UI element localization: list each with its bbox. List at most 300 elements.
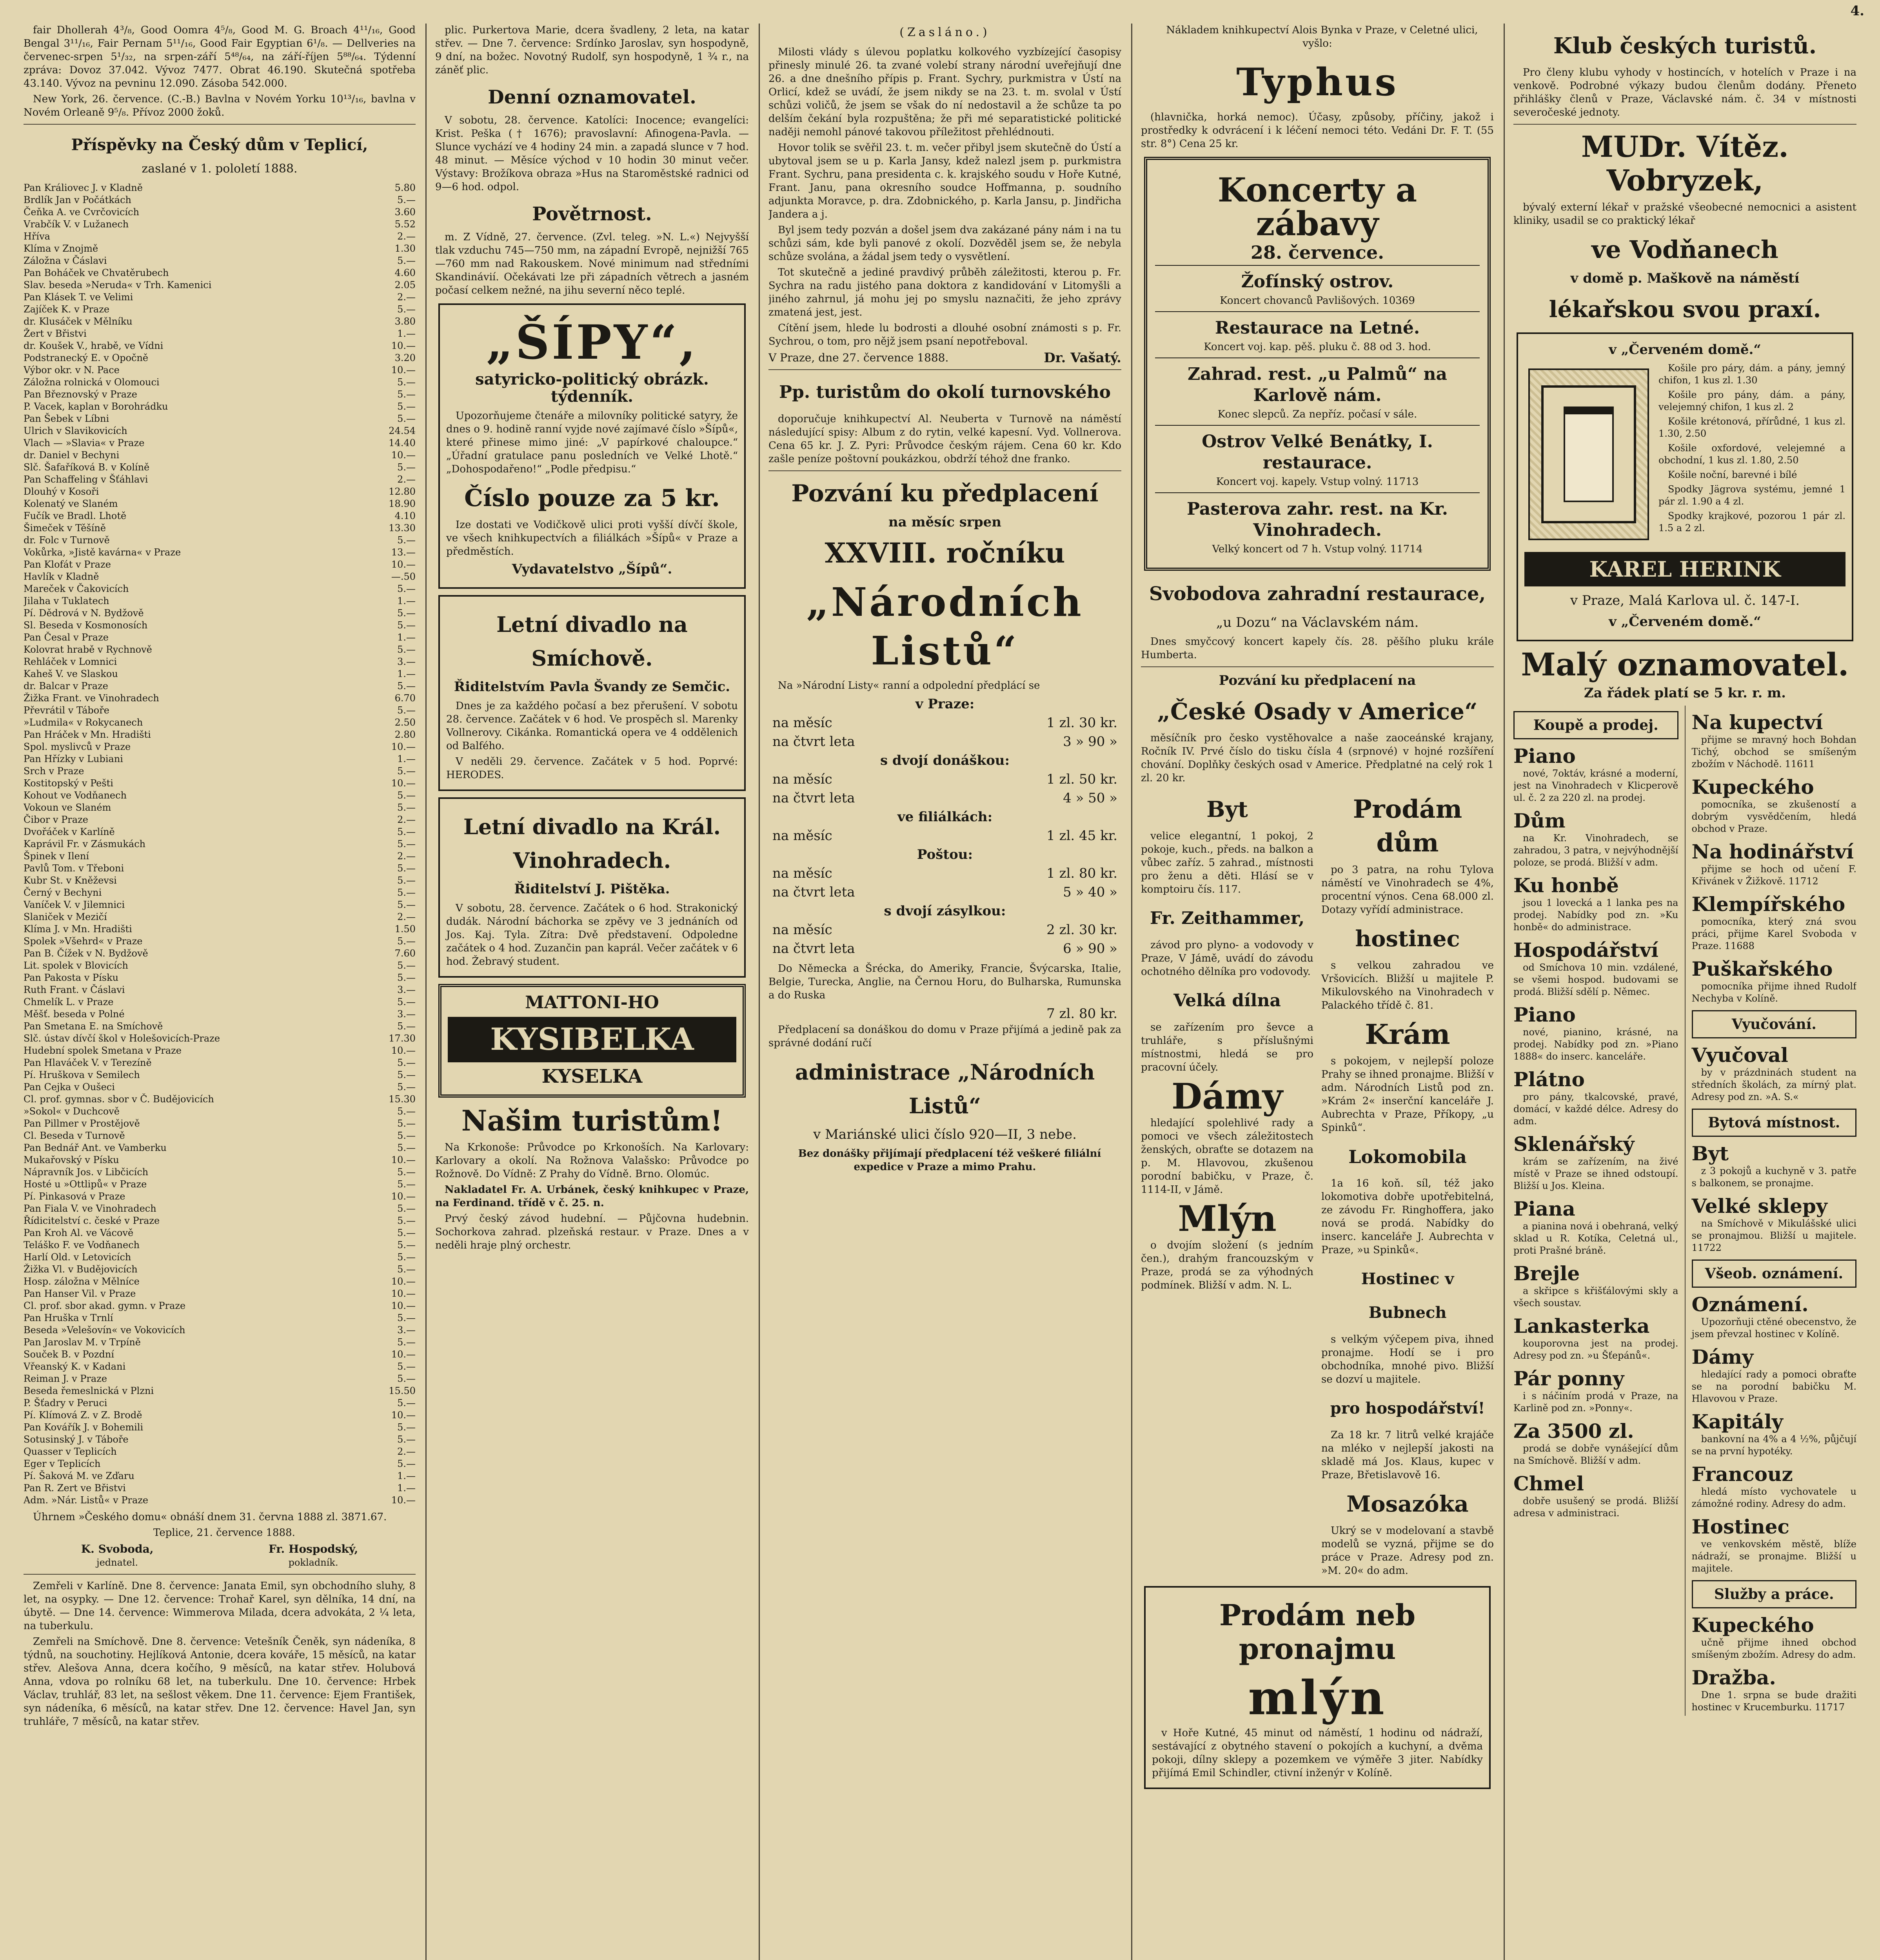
ledger-name: P. Šťadry v Peruci: [24, 1397, 107, 1408]
ledger-name: Pan Kovářík J. v Bohemili: [24, 1422, 143, 1433]
classified-text: hledající rady a pomoci obraťte se na porodní babičku M. Hlavovou v Praze.: [1691, 1369, 1856, 1404]
classified-ad: [1692, 776, 1857, 835]
ledger-amount: 1.50: [394, 924, 416, 935]
classified-text: na Kr. Vinohradech, se zahradou, 3 patra, v nejvýhodnější poloze, se prodá. Bližší v adm.: [1513, 833, 1678, 868]
ledger-name: Klíma J. v Mn. Hradišti: [24, 924, 132, 935]
ledger-name: Pan Jaroslav M. v Trpíně: [24, 1337, 141, 1348]
ledger-row: [24, 911, 416, 923]
house-sale-text: po 3 patra, na rohu Tylova náměstí ve Vinohradech se 4%, procentní výnos. Cena 68.000 zl. Dotazy vyřídí administrace.: [1321, 864, 1494, 916]
ledger-amount: 12.80: [389, 486, 416, 497]
ledger-row: [24, 1288, 416, 1300]
classified-title: Byt: [1691, 1142, 1729, 1165]
ledger-row: [24, 862, 416, 875]
ledger-amount: 5.—: [397, 1167, 416, 1178]
ledger-amount: 10.—: [391, 1288, 416, 1299]
ledger-amount: 10.—: [391, 1191, 416, 1202]
section-divider: [768, 470, 1121, 471]
ledger-row: [24, 1191, 416, 1203]
ledger-row: [24, 449, 416, 461]
ledger-row: [24, 1434, 416, 1446]
classified-ad: [1692, 1666, 1857, 1713]
classified-title: Klempířského: [1691, 893, 1845, 916]
mattoni-advertisement: [438, 984, 746, 1098]
classified-ad: [1692, 711, 1857, 770]
ledger-amount: 1.—: [397, 632, 416, 643]
ledger-row: [24, 668, 416, 680]
vinohrady-theatre-title: Letní divadlo na Král. Vinohradech.: [463, 814, 721, 873]
mattoni-brand: MATTONI-HO: [525, 993, 659, 1013]
ledger-amount: 5.—: [397, 583, 416, 594]
ledger-name: Jilaha v Tuklatech: [24, 595, 109, 606]
ledger-row: [24, 243, 416, 255]
ledger-amount: 2.—: [397, 814, 416, 825]
shop-item: Košile oxfordové, velejemné a obchodní, 1 kus zl. 1.80, 2.50: [1658, 443, 1845, 466]
ledger-row: [24, 413, 416, 425]
ledger-amount: 5.—: [397, 1130, 416, 1141]
ledger-amount: 5.—: [397, 401, 416, 412]
ledger-amount: 1.—: [397, 753, 416, 764]
section-divider: [768, 369, 1121, 370]
ledger-amount: 5.—: [397, 936, 416, 947]
ledger-name: Srch v Praze: [24, 766, 84, 777]
farm-title: pro hospodářství!: [1330, 1399, 1485, 1417]
ledger-amount: 13.—: [391, 547, 416, 558]
ledger-amount: 10.—: [391, 1045, 416, 1056]
classified-ad: [1692, 1195, 1857, 1254]
ledger-amount: 5.—: [397, 1227, 416, 1238]
workshop-title: Velká dílna: [1173, 991, 1281, 1011]
classified-ad: [1692, 1293, 1857, 1340]
ledger-row: [24, 1470, 416, 1482]
ledger-row: [24, 826, 416, 838]
ledger-amount: 3.—: [397, 656, 416, 667]
classified-text: a pianina nová i obehraná, velký sklad u R. Kotíka, Celetná ul., proti Prašné bráně.: [1513, 1221, 1678, 1256]
weather-heading: Povětrnost.: [532, 203, 652, 225]
price-value: 1 zl. 80 kr.: [1046, 866, 1117, 881]
letter-signature: Dr. Vašatý.: [1044, 350, 1121, 366]
smichov-theatre-director: Řiditelstvím Pavla Švandy ze Semčic.: [454, 679, 730, 695]
price-row: [768, 864, 1121, 883]
ledger-amount: 5.—: [397, 1082, 416, 1093]
ledger-name: Beseda řemeslnická v Plzni: [24, 1385, 154, 1396]
ledger-name: Pan Hanser Vil. v Praze: [24, 1288, 136, 1299]
concert-place: Restaurace na Letné.: [1215, 318, 1420, 338]
red-house-advertisement: [1517, 332, 1853, 641]
dam-title: Dámy: [1172, 1076, 1283, 1117]
ledger-amount: 10.—: [391, 365, 416, 376]
ledger-row: [24, 1142, 416, 1154]
ledger-amount: 5.—: [397, 1106, 416, 1117]
ledger-row: [24, 1263, 416, 1276]
ledger-name: Havlík v Kladně: [24, 571, 99, 582]
subscription-paper-title: „Národních Listů“: [806, 579, 1084, 674]
section-divider: [24, 124, 416, 125]
tourism-heading: Pp. turistům do okolí turnovského: [779, 382, 1111, 402]
doctor-city: ve Vodňanech: [1591, 235, 1778, 264]
ledger-name: Špinek v Ilení: [24, 851, 89, 862]
ledger-name: Záložna v Čáslavi: [24, 255, 107, 266]
price-label: na měsíc: [772, 828, 832, 844]
ledger-amount: —.50: [391, 571, 416, 582]
ledger-row: [24, 255, 416, 267]
ledger-amount: 5.—: [397, 1179, 416, 1190]
market-report: fair Dhollerah 4³/₈, Good Oomra 4⁵/₈, Good M. G. Broach 4¹¹/₁₆, Good Bengal 3¹¹/₁₆, Fair Pernam 5¹¹/₁₆, Good Fair Egyptian 6¹/₈. — Dellveries na červenec-srpen 5¹/₃₂, na srpen-září 5⁴⁸/₆₄, na září-říjen 5⁸⁸/₆₄. Týdenní zpráva: Dovoz 37.042. Vývoz 7477. Obrat 46.190. Skutečná spotřeba 43.140. Vývoz na pevninu 12.090. Zásoba 542.000.: [24, 24, 416, 89]
ledger-amount: 2.05: [394, 279, 416, 290]
ledger-row: [24, 1033, 416, 1045]
ledger-row: [24, 1203, 416, 1215]
ledger-amount: 10.—: [391, 1349, 416, 1360]
ledger-name: Adm. »Nár. Listů« v Praze: [24, 1495, 149, 1506]
column-classifieds: [1513, 24, 1856, 1960]
ledger-row: [24, 267, 416, 279]
ledger-row: [24, 218, 416, 230]
price-label: na měsíc: [772, 922, 832, 938]
ledger-name: dr. Folc v Turnově: [24, 535, 110, 546]
ledger-amount: 10.—: [391, 1154, 416, 1165]
smichov-theatre-title: Letní divadlo na Smíchově.: [496, 612, 688, 671]
ledger-row: [24, 486, 416, 498]
small-ads-right: [1692, 706, 1857, 1716]
ledger-name: Pí. Dědrová v N. Bydžově: [24, 608, 144, 619]
ledger-amount: 5.80: [394, 182, 416, 193]
classified-text: dobře usušený se prodá. Bližší adresa v administraci.: [1513, 1495, 1678, 1519]
small-ads-left: [1513, 706, 1678, 1716]
ledger-row: [24, 510, 416, 522]
price-value: 6 » 90 »: [1063, 941, 1117, 956]
mill-title-word: mlýn: [1248, 1670, 1387, 1726]
ledger-row: [24, 814, 416, 826]
ledger-name: Pan Kroh Al. ve Vácově: [24, 1227, 134, 1238]
ledger-row: [24, 279, 416, 291]
weather-text: m. Z Vídně, 27. července. (Zvl. teleg. »N. L.«) Nejvyšší tlak vzduchu 745—750 mm, na západní Evropě, nejnižší 765—760 mm nad Rakouskem. Nové minimum nad středními Skandinávií. Očekávati lze při západních větrech a jasném počasí celkem nežné, na jihu severní něco teplé.: [435, 231, 749, 296]
classified-text: Dne 1. srpna se bude dražiti hostinec v Krucemburku. 11717: [1691, 1690, 1856, 1713]
ledger-amount: 15.50: [389, 1385, 416, 1396]
bubny-inn-title: Hostinec v Bubnech: [1361, 1270, 1454, 1322]
ledger-amount: 2.80: [394, 729, 416, 740]
ledger-name: Slaniček v Mezičí: [24, 911, 107, 922]
ledger-amount: 3.60: [394, 207, 416, 218]
classified-title: Kupeckého: [1691, 775, 1814, 799]
ledger-row: [24, 364, 416, 376]
shop-item: Spodky Jägrova systému, jemné 1 pár zl. 1.90 a 4 zl.: [1658, 484, 1845, 507]
ledger-row: [24, 461, 416, 474]
ledger-amount: 5.—: [397, 1361, 416, 1372]
ledger-amount: 5.—: [397, 766, 416, 777]
signature-cashier-name: Fr. Hospodský,: [268, 1543, 358, 1555]
classified-ad: [1513, 1262, 1678, 1309]
ledger-amount: 2.—: [397, 1446, 416, 1457]
price-row: [768, 751, 1121, 770]
classified-ad: [1513, 1420, 1678, 1467]
ledger-amount: 3.—: [397, 1009, 416, 1020]
ledger-name: »Sokol« v Duchcově: [24, 1106, 120, 1117]
ledger-amount: 2.50: [394, 717, 416, 728]
classified-title: Chmel: [1513, 1472, 1584, 1495]
price-label: na čtvrt leta: [772, 884, 855, 900]
classified-ad: [1692, 1259, 1857, 1288]
classified-text: přijme se mravný hoch Bohdan Tichý, obchod se smíšeným zbožím v Náchodě. 11611: [1691, 734, 1856, 769]
ledger-amount: 2.—: [397, 292, 416, 303]
concerts-box: [1144, 157, 1491, 571]
classified-ad: [1692, 1410, 1857, 1457]
subscription-volume: XXVIII. ročníku: [825, 537, 1065, 569]
ledger-name: Pan Fiala V. ve Vinohradech: [24, 1203, 156, 1214]
mattoni-sub: KYSELKA: [541, 1065, 643, 1087]
ledger-name: Vaníček V. v Jilemnici: [24, 899, 125, 910]
ledger-amount: 5.—: [397, 535, 416, 546]
ledger-row: [24, 619, 416, 632]
ledger-row: [24, 534, 416, 546]
ledger-row: [24, 656, 416, 668]
ledger-amount: 5.—: [397, 644, 416, 655]
red-house-address: v Praze, Malá Karlova ul. č. 147-I.: [1570, 593, 1800, 608]
ledger-amount: 24.54: [389, 425, 416, 436]
ledger-amount: 1.—: [397, 595, 416, 606]
ledger-row: [24, 1446, 416, 1458]
ledger-name: dr. Balcar v Praze: [24, 681, 108, 691]
ledger-name: Podstranecký E. v Opočně: [24, 352, 149, 363]
ledger-row: [24, 887, 416, 899]
ledger-name: Pan Boháček ve Chvatěrubech: [24, 267, 169, 278]
inn-text: s velkou zahradou ve Vršovicích. Bližší u majitele P. Mikulovského na Vinohradech v Palackého třídě č. 81.: [1321, 960, 1494, 1011]
ledger-amount: 5.—: [397, 304, 416, 315]
ledger-row: [24, 1373, 416, 1385]
ledger-name: Hosté u »Ottlipů« v Praze: [24, 1179, 147, 1190]
ledger-name: Hudební spolek Smetana v Praze: [24, 1045, 182, 1056]
doctor-footer: lékařskou svou praxí.: [1549, 296, 1821, 323]
ledger-amount: 17.30: [389, 1033, 416, 1044]
ledger-amount: 5.—: [397, 620, 416, 631]
svoboda-title: Svobodova zahradní restaurace,: [1149, 583, 1486, 605]
classified-title: Oznámení.: [1691, 1293, 1809, 1316]
price-value: 3 » 90 »: [1063, 734, 1117, 750]
locomobile-text: 1a 16 koň. síl, též jako lokomotiva dobře upotřebitelná, ze závodu Fr. Ringhoffera, jako nová se prodá. Nabídky do inserc. kanceláře J. Aubrechta v Praze, »u Spinků«.: [1321, 1178, 1494, 1256]
price-label: Poštou:: [917, 847, 973, 862]
ledger-row: [24, 206, 416, 218]
classified-ad: [1692, 1515, 1857, 1575]
ledger-name: dr. Klusáček v Mělníku: [24, 316, 133, 327]
ledger-name: Pan Cejka v Oušeci: [24, 1082, 115, 1093]
classified-ad: [1513, 1133, 1678, 1192]
ledger-amount: 3.80: [394, 316, 416, 327]
classified-ad: [1692, 1109, 1857, 1137]
ledger-name: Žižka Vl. v Budějovicích: [24, 1264, 138, 1275]
classified-text: učně přijme ihned obchod smíšeným zbožím. Adresy do adm.: [1691, 1637, 1856, 1660]
ledger-row: [24, 1227, 416, 1239]
ledger-row: [24, 935, 416, 947]
classified-title: Hospodářství: [1513, 938, 1659, 962]
price-row: [768, 883, 1121, 902]
ads-two-column-block: [1141, 787, 1494, 1580]
ledger-row: [24, 607, 416, 619]
classified-title: Piana: [1513, 1197, 1575, 1220]
doctor-address: v domě p. Maškově na náměstí: [1570, 270, 1800, 286]
signature-cashier-role: pokladník.: [288, 1557, 338, 1568]
classified-text: krám se zařízením, na živé místě v Praze se ihned odstoupí. Bližší u Jos. Kleina.: [1513, 1156, 1678, 1191]
price-row: [768, 732, 1121, 751]
ledger-row: [24, 802, 416, 814]
concert-detail: Velký koncert od 7 h. Vstup volný. 11714: [1212, 543, 1423, 555]
byt-text: velice elegantní, 1 pokoj, 2 pokoje, kuch., předs. na balkon a vůbec zaříz. 5 zahrad., místnosti pro ženu a děti. Hlásí se v komptoiru čís. 117.: [1141, 830, 1313, 895]
america-title: „České Osady v Americe“: [1157, 698, 1478, 725]
ledger-amount: 2.—: [397, 851, 416, 862]
ledger-name: Sotusinský J. v Táboře: [24, 1434, 129, 1445]
shop-item: Spodky krajkové, pozorou 1 pár zl. 1.5 a 2 zl.: [1658, 510, 1845, 534]
concert-item: [1155, 358, 1480, 425]
sipy-publisher: Vydavatelstvo „Šípů“.: [512, 561, 672, 577]
ledger-amount: 5.—: [397, 1021, 416, 1032]
classified-text: Upozorňuji ctěné obecenstvo, že jsem převzal hostinec v Kolíně.: [1691, 1316, 1856, 1339]
ledger-name: Pan Smetana E. na Smíchově: [24, 1021, 163, 1032]
small-ads-rule: [1685, 706, 1686, 1716]
ledger-row: [24, 376, 416, 388]
price-row: [768, 789, 1121, 808]
letter-paragraph: Milosti vlády s úlevou poplatku kolkového vyzbízející časopisy přinesly minulé 26. ta zvané volebí strany národní uveřejňují dne 26. a dne dnešního přípis p. Frant. Sychry, purkmistra v Ústí na Orlicí, kdež se uvádí, že jsem nikdy se na 23. t. m. svolal v Ústí schůzi voličů, že jsem se však do ní nedostavil a že schůze ta po delším čekání byla rozpuštěna; že při mé separatistické politické naději nemohl pánové takovou příležitost přehlédnouti.: [768, 46, 1121, 138]
ledger-row: [24, 741, 416, 753]
ledger-name: Mukařovský v Písku: [24, 1154, 119, 1165]
ledger-amount: 5.—: [397, 972, 416, 983]
ledger-row: [24, 303, 416, 316]
ledger-amount: 5.—: [397, 838, 416, 849]
ledger-amount: 2.—: [397, 231, 416, 242]
ledger-row: [24, 1130, 416, 1142]
ledger-row: [24, 340, 416, 352]
tourists-title: Našim turistům!: [461, 1104, 723, 1137]
subscription-price-table: [768, 695, 1121, 958]
shop-item: Košile krétonová, přírůdné, 1 kus zl. 1.30, 2.50: [1658, 416, 1845, 439]
ledger-amount: 5.—: [397, 413, 416, 424]
ledger-name: Chmelík L. v Praze: [24, 996, 114, 1007]
classified-ad: [1513, 711, 1678, 739]
classified-text: pomocníka, se zkušeností a dobrým vysvědčením, hledá obchod v Praze.: [1691, 799, 1856, 834]
ledger-name: Souček B. v Pozdní: [24, 1349, 114, 1360]
price-value: 1 zl. 45 kr.: [1046, 828, 1117, 844]
small-ads-grid: [1513, 706, 1856, 1716]
ledger-row: [24, 1045, 416, 1057]
ledger-name: Rehláček v Lomnici: [24, 656, 117, 667]
classified-text: nové, 7oktáv, krásné a moderní, jest na Vinohradech v Klicperově ul. č. 2 za 220 zl. na prodej.: [1513, 768, 1678, 803]
ledger-row: [24, 850, 416, 862]
ledger-name: Pan Hlaváček V. v Terezíně: [24, 1057, 152, 1068]
small-ads-subtitle: Za řádek platí se 5 kr. r. m.: [1584, 685, 1786, 701]
ledger-row: [24, 1251, 416, 1263]
concert-detail: Koncert chovanců Pavlišových. 10369: [1220, 295, 1415, 307]
ledger-amount: 15.30: [389, 1094, 416, 1105]
ledger-amount: 3.—: [397, 984, 416, 995]
smichov-theatre-sunday: V neděli 29. července. Začátek v 5 hod. Poprvé: HERODES.: [446, 756, 738, 781]
classified-ad: [1692, 1346, 1857, 1405]
price-label: na čtvrt leta: [772, 790, 855, 806]
deaths-smichov: Zemřeli na Smíchově. Dne 8. července: Vetešník Čeněk, syn nádeníka, 8 týdnů, na souchotiny. Hejlíková Antonie, dcera kováře, 15 měsíců, na katar střev. Alešova Anna, dcera kočího, 9 měsíců, na katar střev. Holubová Anna, vdova po rolníku 68 let, na tuberkulu. Dne 10. července: Hrbek Václav, truhlář, 83 let, na sešlost věkem. Dne 11. července: Ejem František, syn nádeníka, 6 měsíců, na katar střev. Dne 12. července: Havel Jan, syn truhláře, 7 měsíců, na katar střev.: [24, 1636, 416, 1728]
ledger-amount: 1.—: [397, 328, 416, 339]
ads-right-subcolumn: [1321, 787, 1494, 1580]
ledger-amount: 18.90: [389, 498, 416, 509]
ledger-row: [24, 1348, 416, 1361]
classified-ad: [1692, 1463, 1857, 1510]
ledger-name: Nápravník Jos. v Libčicích: [24, 1167, 149, 1178]
vinohrady-theatre-director: Řiditelství J. Pištěka.: [514, 881, 670, 897]
ledger-amount: 2.—: [397, 911, 416, 922]
classified-title: Francouz: [1691, 1463, 1793, 1486]
ledger-row: [24, 996, 416, 1008]
classified-ad: [1513, 1068, 1678, 1127]
classified-title: Lankasterka: [1513, 1314, 1650, 1338]
price-row: [768, 713, 1121, 732]
locomobile-title: Lokomobila: [1348, 1146, 1467, 1167]
ledger-row: [24, 875, 416, 887]
ledger-row: [24, 498, 416, 510]
zeithammer-text: závod pro plyno- a vodovody v Praze, V Jámě, uvádí do závodu ochotného dělníka pro vodovody.: [1141, 939, 1313, 978]
ledger-name: Vrabčík V. v Lužanech: [24, 219, 129, 230]
subscription-subheading: na měsíc srpen: [888, 514, 1001, 530]
ledger-amount: 5.—: [397, 1118, 416, 1129]
contrib-heading: Příspěvky na Český dům v Teplicí,: [71, 136, 368, 154]
ledger-amount: 5.52: [394, 219, 416, 230]
ledger-row: [24, 1361, 416, 1373]
ledger-name: Cl. Beseda v Turnově: [24, 1130, 125, 1141]
classified-text: od Smíchova 10 min. vzdálené, se všemi hospod. budovami se prodá. Bližší sdělí p. Němec.: [1513, 962, 1678, 997]
classified-text: kouporovna jest na prodej. Adresy pod zn. »u Šťepánů«.: [1513, 1338, 1678, 1361]
concert-detail: Koncert voj. kapely. Vstup volný. 11713: [1216, 476, 1419, 488]
byt-title: Byt: [1206, 797, 1248, 822]
ledger-row: [24, 960, 416, 972]
sipy-advertisement: [438, 303, 746, 589]
ledger-name: Hosp. záložna v Mělníce: [24, 1276, 140, 1287]
ledger-amount: 5.—: [397, 996, 416, 1007]
column-notices-and-ads: [435, 24, 749, 1960]
classified-ad: [1513, 1198, 1678, 1257]
ledger-amount: 5.—: [397, 802, 416, 813]
ledger-name: Spol. myslivců v Praze: [24, 741, 131, 752]
ads-left-subcolumn: [1141, 787, 1313, 1580]
classified-text: pro pány, tkalcovské, pravé, domácí, v každé délce. Adresy do adm.: [1513, 1091, 1678, 1127]
price-label: na měsíc: [772, 866, 832, 881]
ledger-row: [24, 1494, 416, 1506]
ledger-amount: 13.30: [389, 523, 416, 534]
ledger-name: Pí. Klímová Z. v Z. Brodě: [24, 1410, 142, 1421]
classified-text: z 3 pokojů a kuchyně v 3. patře s balkonem, se pronajme.: [1691, 1165, 1856, 1189]
column-concerts-and-ads: [1141, 24, 1494, 1960]
ledger-name: Převrátil v Táboře: [24, 705, 109, 716]
smichov-theatre-text: Dnes je za každého počasí a bez přerušení. V sobotu 28. července. Začátek v 6 hod. Ve prospěch sl. Marenky Vollnerovy. Cikánka. Romantická opera ve 4 oddělenich od Balfého.: [446, 700, 738, 752]
ledger-amount: 6.70: [394, 693, 416, 704]
classified-text: a skřipce s křišťálovými skly a všech soustav.: [1513, 1285, 1678, 1308]
ledger-name: Vlach — »Slavia« v Praze: [24, 437, 145, 448]
ledger-name: Mareček v Čakovicích: [24, 583, 129, 594]
notices-heading: Denní oznamovatel.: [488, 86, 696, 108]
classified-ad: [1692, 1614, 1857, 1661]
ledger-amount: 5.—: [397, 1337, 416, 1348]
ledger-row: [24, 753, 416, 765]
classified-ad: [1513, 939, 1678, 998]
ledger-row: [24, 1069, 416, 1081]
ledger-row: [24, 1458, 416, 1470]
classified-ad: [1513, 1004, 1678, 1063]
ledger-name: Teláško F. ve Vodňanech: [24, 1240, 140, 1250]
ledger-row: [24, 559, 416, 571]
tourists-publisher: Nakladatel Fr. A. Urbánek, český knihkupec v Praze, na Ferdinand. třídě v č. 25. n.: [435, 1184, 749, 1209]
market-new-york: New York, 26. července. (C.-B.) Bavlna v Novém Yorku 10¹³/₁₆, bavlna v Novém Orleaně 9⁵/₈. Přívoz 2000 žoků.: [24, 93, 416, 118]
classified-title: Dámy: [1691, 1345, 1754, 1368]
ledger-row: [24, 789, 416, 802]
mill-text: v Hoře Kutné, 45 minut od náměstí, 1 hodinu od nádraží, sestávající z obytného stavení o pokojích a kuchyní, a dvěma pokoji, dílny sklepy a pozemkem ve výměře 3 jiter. Nabídky přijímá Emil Schindler, ctivní inženýr v Kolíně.: [1152, 1727, 1483, 1779]
ledger-row: [24, 644, 416, 656]
price-label: ve filiálkách:: [897, 809, 993, 825]
classified-ad: [1692, 1010, 1857, 1038]
ledger-name: Kolenatý ve Slaném: [24, 498, 118, 509]
ledger-amount: 5.—: [397, 1397, 416, 1408]
sipy-price-text: Ize dostati ve Vodičkově ulici proti vyšší dívčí škole, ve všech knihkupectvích a filiálkách »Šípů« v Praze a předměstích.: [446, 519, 738, 557]
